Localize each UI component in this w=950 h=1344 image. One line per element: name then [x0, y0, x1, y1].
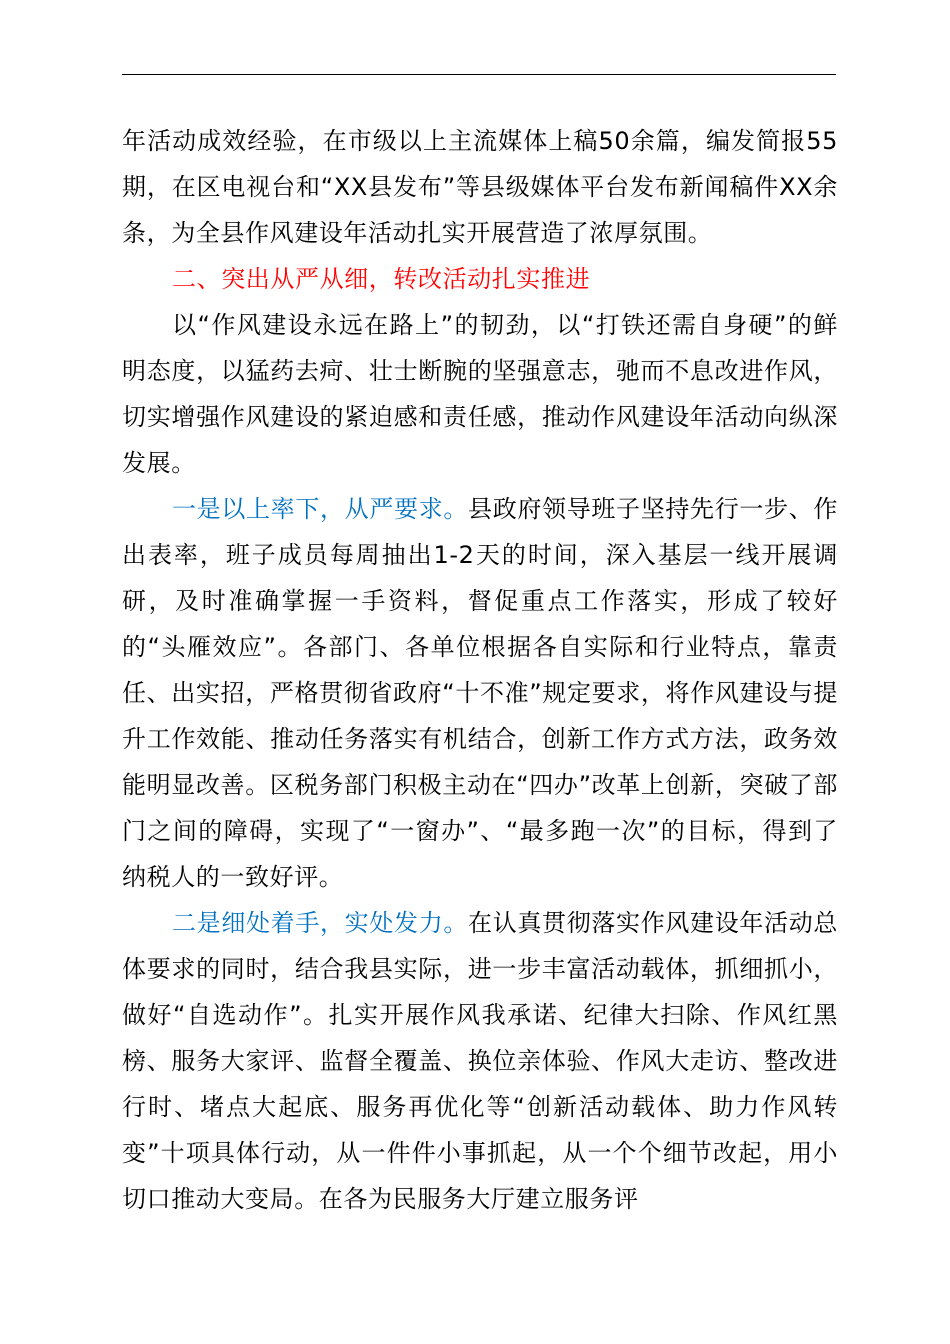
document-body [122, 118, 838, 1222]
point-one-body: 县政府领导班子坚持先行一步、作出表率，班子成员每周抽出1-2天的时间，深入基层一线开展调研，及时准确掌握一手资料，督促重点工作落实，形成了较好的“头雁效应”。各部门、各单位根据各自实际和行业特点，靠责任、出实招，严格贯彻省政府“十不准”规定要求，将作风建设与提升工作效能、推动任务落实有机结合，创新工作方式方法，政务效能明显改善。区税务部门积极主动在“四办”改革上创新，突破了部门之间的障碍，实现了“一窗办”、“最多跑一次”的目标，得到了纳税人的一致好评。 [122, 495, 838, 891]
section-heading: 二、突出从严从细，转改活动扎实推进 [172, 265, 591, 293]
point-two-lead: 二是细处着手，实处发力。 [172, 909, 469, 937]
paragraph-point-one [122, 486, 838, 900]
paragraph-intro: 以“作风建设永远在路上”的韧劲，以“打铁还需自身硬”的鲜明态度，以猛药去疴、壮士断腕的坚强意志，驰而不息改进作风，切实增强作风建设的紧迫感和责任感，推动作风建设年活动向纵深发展。 [122, 311, 838, 477]
paragraph-point-two [122, 900, 838, 1222]
point-two-body: 在认真贯彻落实作风建设年活动总体要求的同时，结合我县实际，进一步丰富活动载体，抓细抓小，做好“自选动作”。扎实开展作风我承诺、纪律大扫除、作风红黑榜、服务大家评、监督全覆盖、换位亲体验、作风大走访、整改进行时、堵点大起底、服务再优化等“创新活动载体、助力作风转变”十项具体行动，从一件件小事抓起，从一个个细节改起，用小切口推动大变局。在各为民服务大厅建立服务评 [122, 909, 838, 1213]
paragraph-continuation: 年活动成效经验，在市级以上主流媒体上稿50余篇，编发简报55期，在区电视台和“XX县发布”等县级媒体平台发布新闻稿件XX余条，为全县作风建设年活动扎实开展营造了浓厚氛围。 [122, 127, 838, 247]
point-one-lead: 一是以上率下，从严要求。 [172, 495, 469, 523]
header-rule [122, 74, 836, 75]
